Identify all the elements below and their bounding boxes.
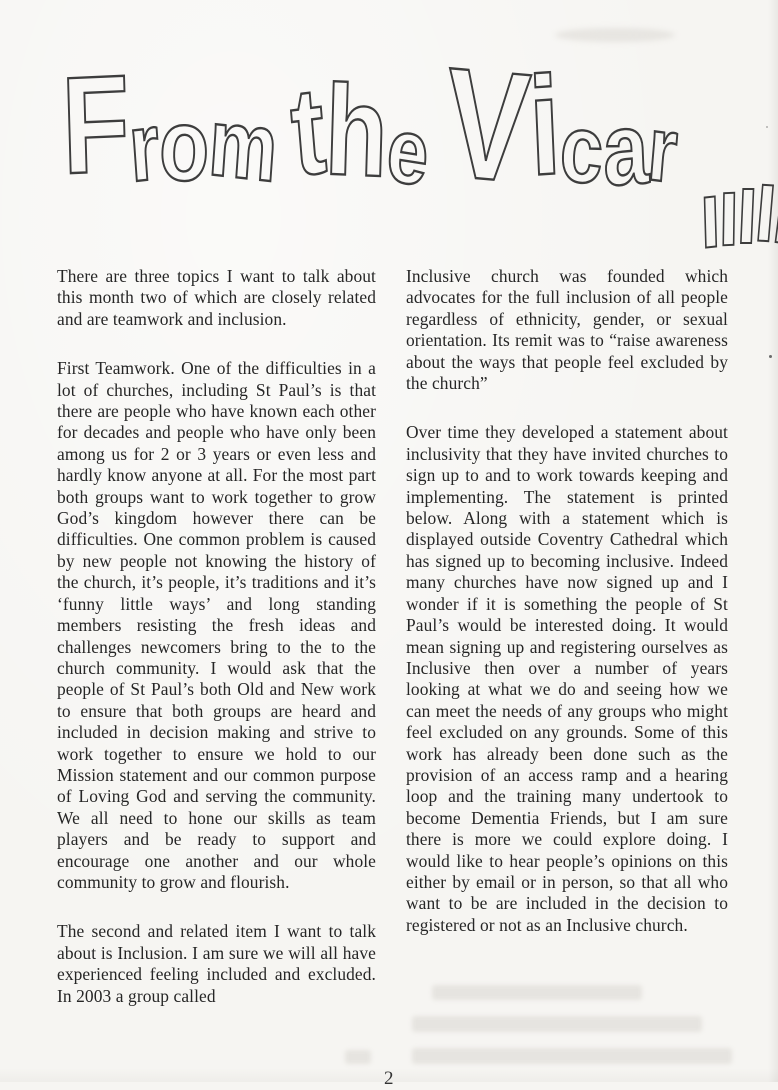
page-number: 2: [384, 1068, 394, 1089]
wordart-dot: [740, 188, 754, 244]
wordart-letter: e: [382, 98, 434, 206]
paragraph-inclusion-start: The second and related item I want to talk about is Inclusion. I am sure we will all have experienced feeling included and excluded. In 2003 a group called: [57, 921, 376, 1006]
wordart-title: [59, 35, 778, 256]
wordart-letter: F: [59, 46, 132, 204]
wordart-letter: r: [644, 97, 682, 203]
wordart-letter: h: [322, 58, 390, 205]
left-text-column: [57, 266, 376, 1007]
wordart-letter: r: [125, 92, 163, 203]
paragraph-inclusive-church: Inclusive church was founded which advocates for the full inclusion of all people regardless of ethnicity, gender, or sexual orientation. Its remit was to “raise awareness about the ways that people feel excluded by the church”: [406, 266, 728, 394]
wordart-letter: V: [441, 35, 534, 217]
wordart-dot: [704, 195, 717, 248]
wordart-dot: [774, 188, 778, 245]
paragraph-teamwork: First Teamwork. One of the difficulties in a lot of churches, including St Paul’s is that there are people who have known each other for decades and people who have only been among us for 2 or 3 years or even less and hardly know anyone at all. For the most part both groups want to work together to grow God’s kingdom however there can be difficulties. One common problem is caused by new people not knowing the history of the church, it’s people, it’s traditions and it’s ‘funny little ways’ and long standing members resisting the fresh ideas and challenges newcomers bring to the to the church community. I would ask that the people of St Paul’s both Old and New work to ensure that both groups are heard and included in decision making and strive to work together to ensure we hold to our Mission statement and our common purpose of Loving God and serving the community. We all need to hone our skills as team players and be ready to support and encourage one another and our whole community to grow and flourish.: [57, 358, 376, 892]
wordart-letter: o: [156, 86, 212, 204]
wordart-letter: i: [525, 46, 564, 205]
wordart-letter: t: [286, 61, 331, 203]
wordart-letter: m: [205, 88, 282, 203]
wordart-letter: a: [600, 90, 651, 208]
right-text-column: [406, 266, 728, 936]
paragraph-statement: Over time they developed a statement about inclusivity that they have invited churches to sign up to and to work towards keeping and implementing. The statement is printed below. Along with a statement which is displayed outside Coventry Cathedral which has signed up to becoming inclusive. Indeed many churches have now signed up and I wonder if it is something the people of St Paul’s would be interested doing. It would mean signing up and registering ourselves as Inclusive then over a number of years looking at what we do and seeing how we can meet the needs of any groups who might feel excluded on any grounds. Some of this work has already been done such as the provision of an access ramp and a hearing loop and the training many undertook to become Dementia Friends, but I am sure there is more we could explore doing. I would like to hear people’s opinions on this either by email or in person, so that all who want to be are included in the decision to registered or not as an Inclusive church.: [406, 422, 728, 935]
wordart-dot: [722, 192, 735, 247]
wordart-dot: [757, 184, 774, 243]
paragraph-intro-topics: There are three topics I want to talk about this month two of which are closely related and are teamwork and inclusion.: [57, 266, 376, 329]
wordart-letter: c: [557, 94, 607, 205]
